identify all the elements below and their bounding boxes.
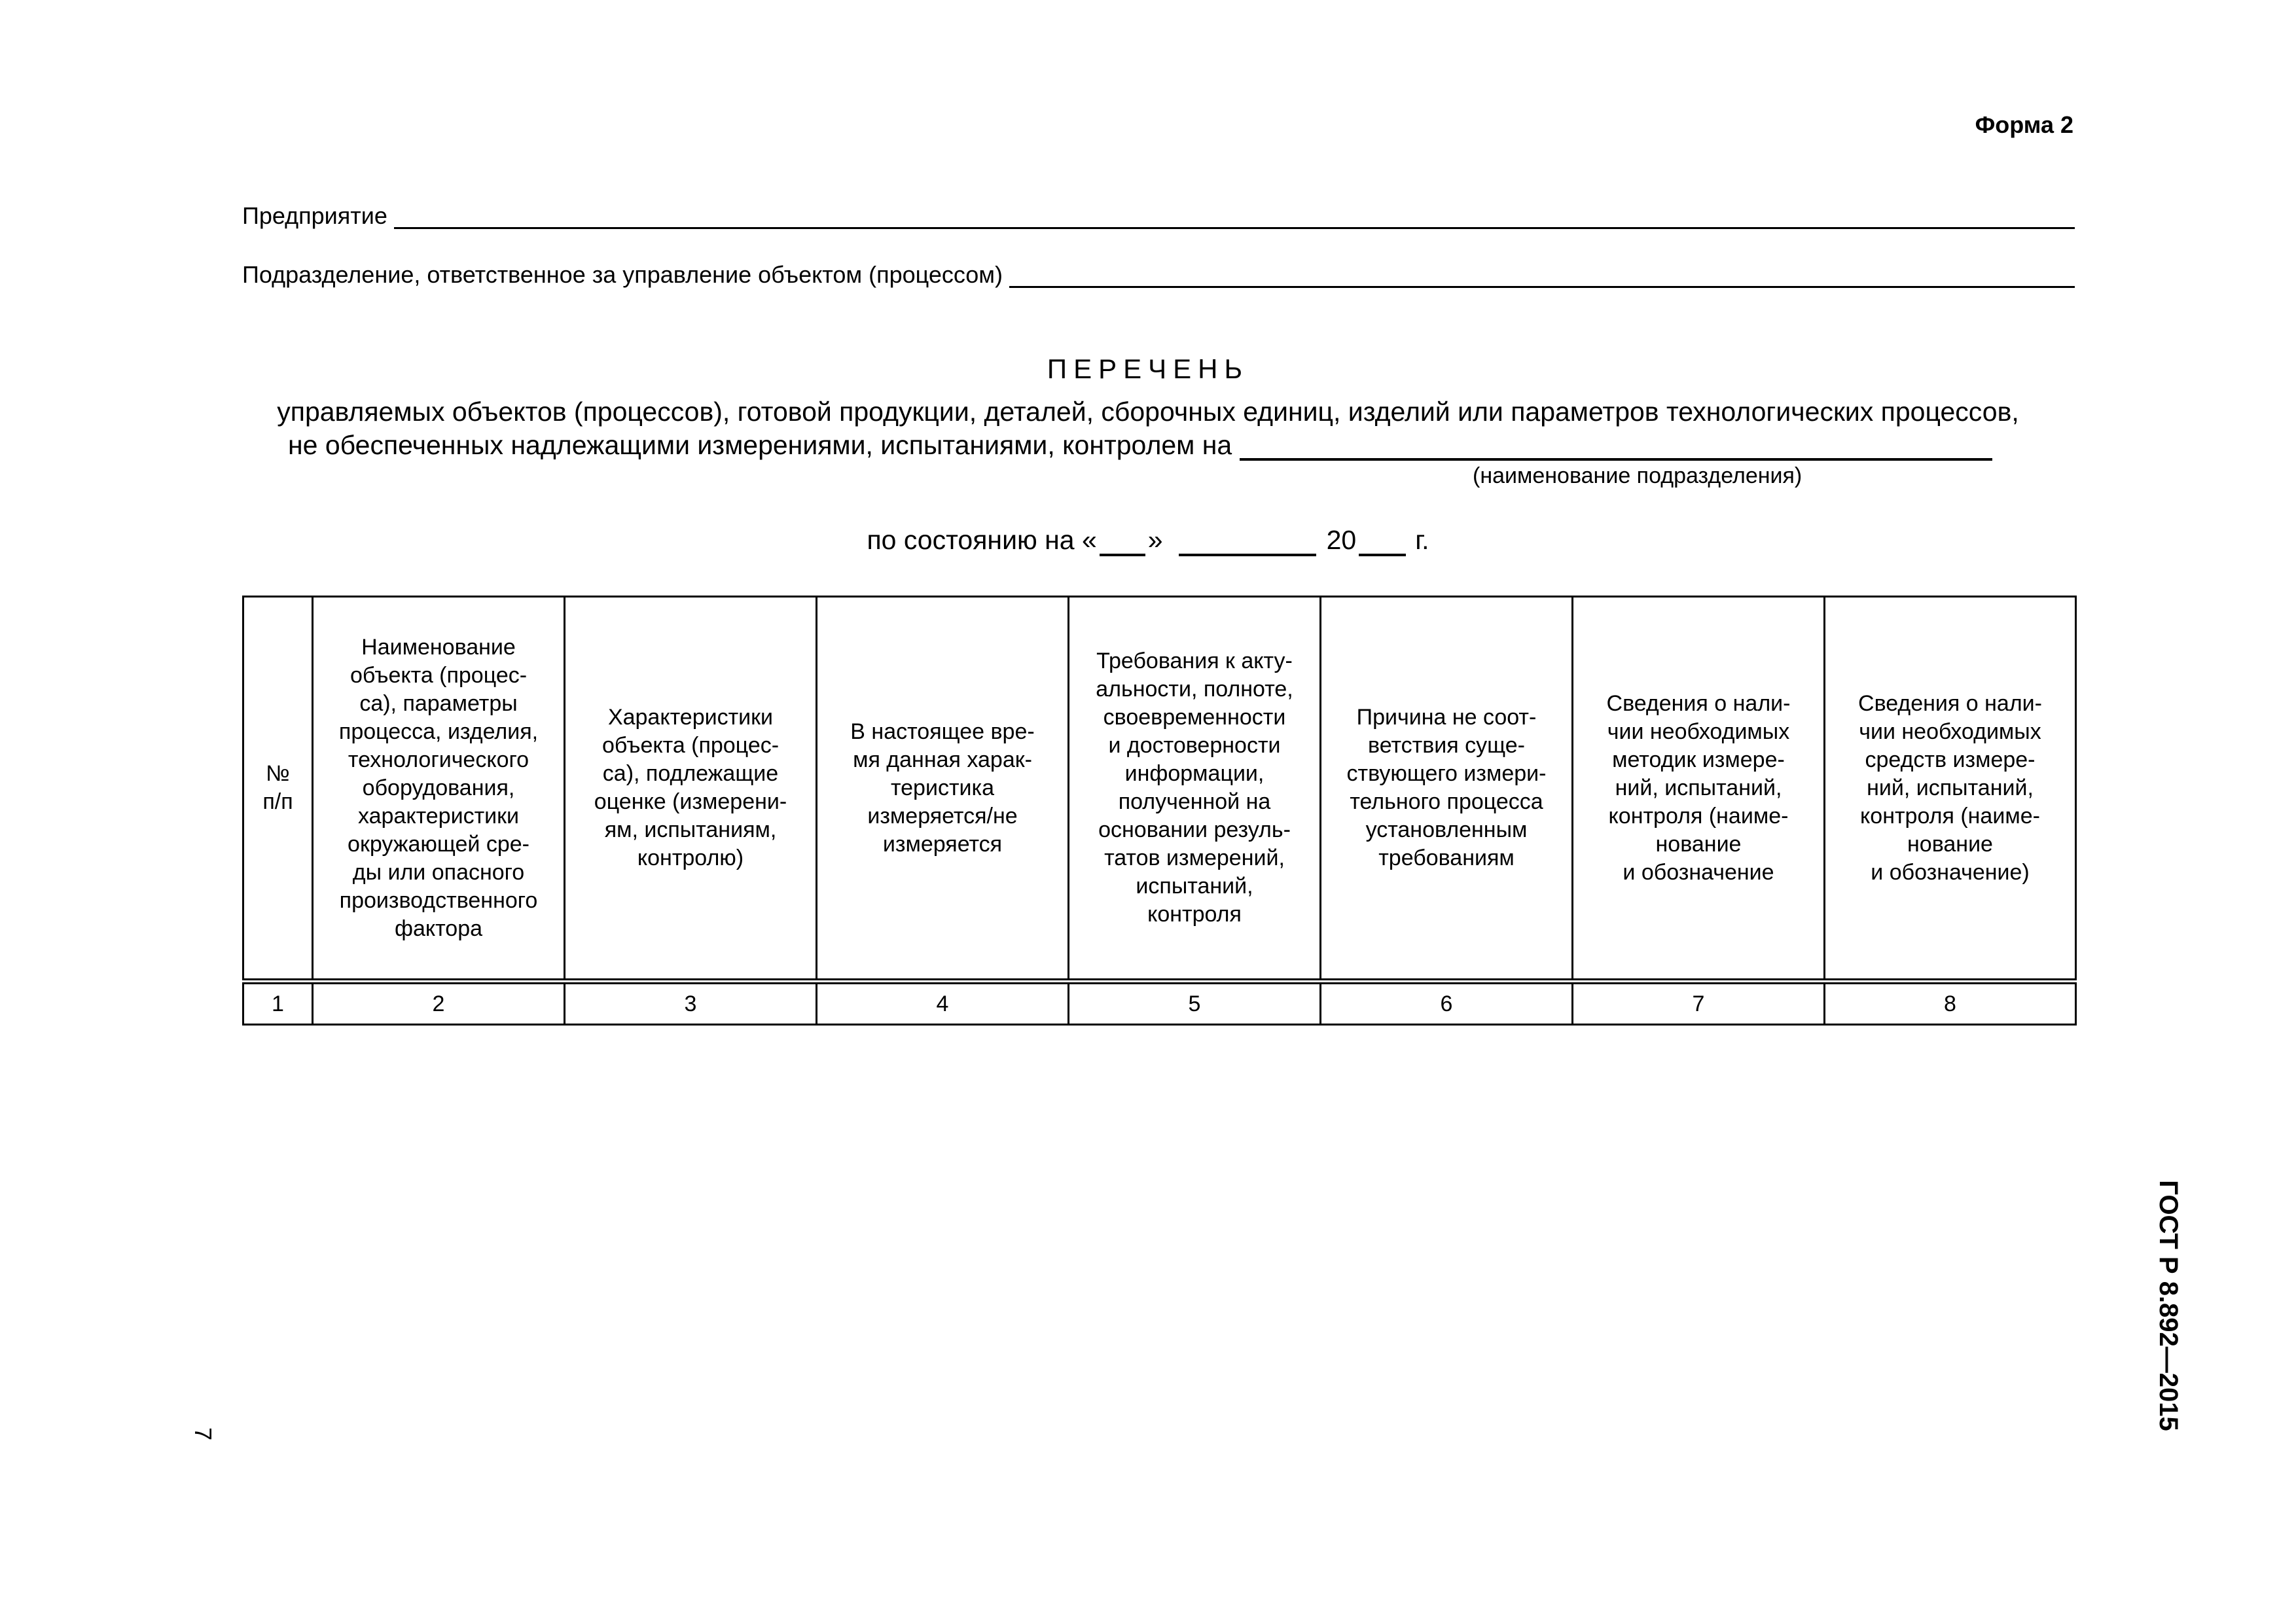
department-blank-line [1009, 261, 2075, 288]
header-cell-requirements: Требования к акту- альности, полноте, своевременности и достоверности информации, полученной на основании резуль- татов измерений, испытаний, контроля [1069, 597, 1321, 982]
form-label: Форма 2 [1975, 111, 2073, 138]
table-header-row [243, 597, 2076, 982]
column-number-cell: 1 [243, 982, 313, 1025]
header-cell-methods-info: Сведения о нали- чии необходимых методик измере- ний, испытаний, контроля (наиме- нование и обозначение [1573, 597, 1825, 982]
document-subtitle-line2 [288, 429, 2055, 461]
subtitle-line2-text: не обеспеченных надлежащими измерениями, испытаниями, контролем на [288, 430, 1232, 460]
enterprise-blank-line [394, 202, 2075, 229]
column-number-cell: 8 [1825, 982, 2076, 1025]
document-title: ПЕРЕЧЕНЬ [1047, 353, 1249, 384]
enterprise-label: Предприятие [242, 202, 387, 229]
department-label: Подразделение, ответственное за управление объектом (процессом) [242, 261, 1003, 288]
date-prefix: по состоянию на « [867, 525, 1097, 555]
year-blank [1359, 527, 1406, 556]
table-column-numbers-row [243, 982, 2076, 1025]
month-blank [1179, 527, 1316, 556]
page-number: 7 [190, 1427, 217, 1441]
header-cell-measured-status: В настоящее вре- мя данная харак- теристика измеряется/не измеряется [817, 597, 1069, 982]
standard-designation: ГОСТ Р 8.892—2015 [2154, 1180, 2183, 1431]
header-cell-object-name: Наименование объекта (процес- са), параметры процесса, изделия, технологического оборудования, характеристики окружающей сре- ды или опасного производственного фактора [313, 597, 565, 982]
subdivision-caption: (наименование подразделения) [1473, 463, 1803, 488]
header-cell-nonconformity-reason: Причина не соот- ветствия суще- ствующего измери- тельного процесса установленным требованиям [1321, 597, 1573, 982]
column-number-cell: 7 [1573, 982, 1825, 1025]
subdivision-blank-line [1240, 429, 1992, 461]
column-number-cell: 3 [565, 982, 817, 1025]
day-blank [1100, 527, 1145, 556]
department-field [242, 255, 2075, 288]
date-suffix: г. [1415, 525, 1429, 555]
date-row [0, 524, 2296, 556]
column-number-cell: 5 [1069, 982, 1321, 1025]
document-subtitle-line1: управляемых объектов (процессов), готовой продукции, деталей, сборочных единиц, изделий или параметров технологических процессов, [277, 397, 2019, 427]
enterprise-field [242, 196, 2075, 229]
column-number-cell: 4 [817, 982, 1069, 1025]
header-cell-characteristics: Характеристики объекта (процес- са), подлежащие оценке (измерени- ям, испытаниям, контролю) [565, 597, 817, 982]
column-number-cell: 6 [1321, 982, 1573, 1025]
deficiency-table [242, 596, 2077, 1026]
header-cell-instruments-info: Сведения о нали- чии необходимых средств измере- ний, испытаний, контроля (наиме- нование и обозначение) [1825, 597, 2076, 982]
header-cell-number: № п/п [243, 597, 313, 982]
column-number-cell: 2 [313, 982, 565, 1025]
year-prefix: 20 [1326, 525, 1357, 555]
date-quote-close: » [1147, 525, 1163, 555]
